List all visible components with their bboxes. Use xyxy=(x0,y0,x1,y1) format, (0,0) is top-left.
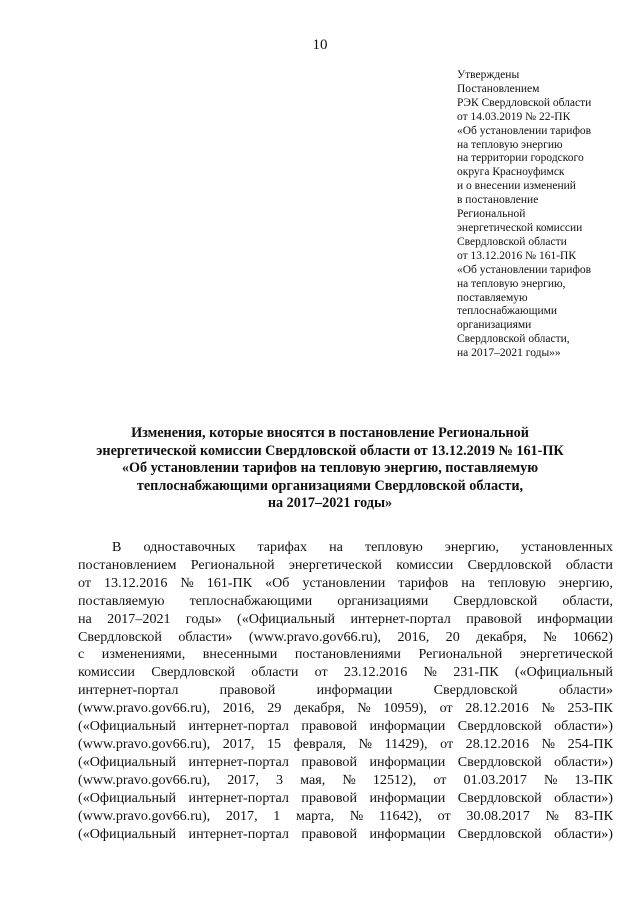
body-word: на xyxy=(461,574,475,591)
body-word: Свердловской xyxy=(467,556,552,573)
body-line xyxy=(78,629,613,647)
body-word: Свердловской xyxy=(457,789,542,806)
body-word: области, xyxy=(562,592,613,609)
body-word: от xyxy=(440,735,454,752)
body-word: интернет-портал xyxy=(78,682,179,699)
body-word: 3 xyxy=(276,771,284,788)
body-word: организациями xyxy=(337,592,429,609)
body-word: комиссии xyxy=(78,664,135,681)
title-line: Изменения, которые вносятся в постановление Региональной xyxy=(131,425,529,441)
body-line xyxy=(78,772,613,790)
body-word: на xyxy=(78,610,92,627)
body-word: правовой xyxy=(219,682,276,699)
body-word: № xyxy=(545,807,559,824)
body-line xyxy=(78,575,613,593)
body-word: 254-ПК xyxy=(567,735,613,752)
body-word: 20 xyxy=(445,628,460,645)
approval-line: от 14.03.2019 № 22-ПК xyxy=(457,110,571,123)
body-word: постановлением xyxy=(78,556,177,573)
body-line xyxy=(78,682,613,700)
body-word: правовой xyxy=(301,718,358,735)
body-word: тепловую xyxy=(487,574,546,591)
approval-line: «Об установлении тарифов xyxy=(457,124,592,137)
body-line xyxy=(78,611,613,629)
body-word: комиссии xyxy=(396,556,454,573)
body-word: информации xyxy=(369,789,446,806)
body-word: интернет-портал xyxy=(188,789,289,806)
body-word: информации xyxy=(369,825,446,842)
body-word: информации xyxy=(369,718,446,735)
body-word: № xyxy=(357,700,371,717)
approval-line: энергетической комиссии xyxy=(457,221,583,234)
body-word: информации xyxy=(369,753,446,770)
body-word: (www.pravo.gov66.ru), xyxy=(78,807,211,824)
body-word: декабря, xyxy=(294,700,345,717)
body-word: 83-ПК xyxy=(574,807,613,824)
body-word: правовой xyxy=(301,753,358,770)
body-word: 28.12.2016 xyxy=(465,735,530,752)
body-word: области» xyxy=(178,628,233,645)
body-word: на xyxy=(329,539,343,555)
body-word: установлении xyxy=(302,574,386,591)
body-word: («Официальный xyxy=(78,753,177,770)
body-word: («Официальный xyxy=(78,825,177,842)
body-word: № xyxy=(349,807,364,824)
approval-line: «Об установлении тарифов xyxy=(457,263,592,276)
body-line xyxy=(78,736,613,754)
approval-line: организациями xyxy=(457,319,532,332)
body-word: энергетической xyxy=(519,646,613,663)
approval-line: Утверждены xyxy=(457,69,520,81)
body-word: Свердловской xyxy=(457,753,542,770)
body-word: 253-ПК xyxy=(567,700,613,717)
body-word: установленных xyxy=(521,539,613,555)
body-word: от xyxy=(439,700,453,717)
body-word: тарифах xyxy=(257,539,308,555)
approval-line: Свердловской области, xyxy=(457,333,570,346)
approval-line: на 2017–2021 годы»» xyxy=(457,347,561,360)
approval-line: и о внесении изменений xyxy=(457,180,576,193)
body-word: 2016, xyxy=(222,700,255,717)
body-word: № xyxy=(423,664,437,681)
body-word: интернет-портал xyxy=(188,753,289,770)
body-word: области») xyxy=(554,718,613,735)
body-paragraph xyxy=(78,539,613,843)
body-word: («Официальный xyxy=(78,718,177,735)
body-word: № xyxy=(342,771,356,788)
approval-line: поставляемую xyxy=(457,291,528,304)
body-word: мая, xyxy=(300,771,326,788)
body-word: от xyxy=(314,664,328,681)
approval-line: от 13.12.2016 № 161-ПК xyxy=(457,249,577,262)
body-word: (www.pravo.gov66.ru), xyxy=(78,735,211,752)
approval-line: Свердловской области xyxy=(457,235,567,248)
body-word: 28.12.2016 xyxy=(465,700,529,717)
approval-line: на территории городского xyxy=(457,152,584,165)
body-word: от xyxy=(78,574,92,591)
body-line xyxy=(78,754,613,772)
body-word: Свердловской xyxy=(453,592,538,609)
body-word: энергию, xyxy=(444,539,500,555)
approval-line: Постановлением xyxy=(457,82,540,95)
body-word: Региональной xyxy=(418,646,503,663)
body-word: 11642), xyxy=(378,807,422,824)
body-word: 2016, xyxy=(397,628,430,645)
body-word: 30.08.2017 xyxy=(466,807,530,824)
body-line xyxy=(78,718,613,736)
body-word: «Об xyxy=(265,574,290,591)
body-word: информации xyxy=(316,682,393,699)
body-word: (www.pravo.gov66.ru), xyxy=(248,628,382,645)
body-word: от xyxy=(437,807,451,824)
body-word: одноставочных xyxy=(143,539,236,555)
body-word: 15 xyxy=(266,735,282,752)
body-word: 12512), xyxy=(372,771,417,788)
body-word: интернет-портал xyxy=(188,825,289,842)
body-word: 2017–2021 xyxy=(107,610,171,627)
approval-line: на тепловую энергию, xyxy=(457,277,566,290)
body-word: от xyxy=(433,771,447,788)
body-word: 01.03.2017 xyxy=(463,771,527,788)
body-word: (www.pravo.gov66.ru), xyxy=(78,771,211,788)
body-word: информации xyxy=(537,610,613,627)
body-word: № xyxy=(541,700,555,717)
body-word: Свердловской xyxy=(151,664,236,681)
body-word: марта, xyxy=(296,807,335,824)
body-word: («Официальный xyxy=(514,664,613,681)
body-line xyxy=(78,664,613,682)
body-word: тарифов xyxy=(398,574,449,591)
body-word: 2017, xyxy=(225,807,258,824)
body-word: № xyxy=(544,771,558,788)
body-word: 29 xyxy=(267,700,282,717)
body-line xyxy=(78,700,613,718)
body-word: 13.12.2016 xyxy=(103,574,168,591)
body-word: 23.12.2016 xyxy=(343,664,408,681)
body-word: февраля, xyxy=(293,735,347,752)
body-word: № xyxy=(541,735,556,752)
title-line: на 2017–2021 годы» xyxy=(267,495,393,511)
body-word: постановлениями xyxy=(294,646,401,663)
body-word: области») xyxy=(554,789,613,806)
approval-line: теплоснабжающими xyxy=(457,305,558,318)
approval-line: в постановление xyxy=(457,194,539,207)
body-word: (www.pravo.gov66.ru), xyxy=(78,700,211,717)
body-line xyxy=(78,539,613,557)
body-line xyxy=(78,593,613,611)
body-line xyxy=(78,826,613,844)
approval-line: Региональной xyxy=(457,208,526,221)
body-line xyxy=(78,808,613,826)
approval-block xyxy=(457,69,632,361)
body-word: энергетической xyxy=(288,556,382,573)
body-word: области») xyxy=(554,825,613,842)
body-word: тепловую xyxy=(364,539,423,555)
body-word: Свердловской xyxy=(433,682,518,699)
body-word: 11429), xyxy=(384,735,428,752)
title-line: энергетической комиссии Свердловской области от 13.12.2019 № 161-ПК xyxy=(96,442,564,459)
body-word: области xyxy=(251,664,299,681)
body-word: правовой xyxy=(466,610,522,627)
body-line xyxy=(78,646,613,664)
body-word: теплоснабжающими xyxy=(189,592,313,609)
body-word: поставляемую xyxy=(78,592,165,609)
body-word: годы» xyxy=(185,610,222,627)
document-title xyxy=(60,425,600,513)
body-word: 2017, xyxy=(227,771,259,788)
body-word: № xyxy=(180,574,194,591)
body-word: энергию, xyxy=(558,574,613,591)
body-word: Свердловской xyxy=(457,718,542,735)
body-word: № xyxy=(358,735,373,752)
body-word: 13-ПК xyxy=(574,771,613,788)
body-word: декабря, xyxy=(476,628,527,645)
body-word: № xyxy=(543,628,557,645)
body-word: области xyxy=(565,556,613,573)
body-line xyxy=(78,790,613,808)
body-word: интернет-портал xyxy=(188,718,289,735)
body-word: Свердловской xyxy=(457,825,542,842)
body-line xyxy=(78,557,613,575)
body-word: области») xyxy=(554,753,613,770)
body-word: изменениями, xyxy=(101,646,186,663)
body-word: области» xyxy=(558,682,613,699)
approval-line: на тепловую энергию xyxy=(457,138,563,151)
body-word: 231-ПК xyxy=(453,664,499,681)
body-word: («Официальный xyxy=(78,789,177,806)
body-word: Свердловской xyxy=(78,628,162,645)
page-number: 10 xyxy=(312,37,328,53)
body-word: 1 xyxy=(273,807,281,824)
title-line: «Об установлении тарифов на тепловую энергию, поставляемую xyxy=(121,460,539,476)
approval-line: РЭК Свердловской области xyxy=(457,96,592,109)
body-word: 10959), xyxy=(383,700,427,717)
body-word: правовой xyxy=(301,789,358,806)
body-word: внесенными xyxy=(202,646,278,663)
body-word: 2017, xyxy=(222,735,255,752)
body-word: интернет-портал xyxy=(350,610,451,627)
title-line: теплоснабжающими организациями Свердловской области, xyxy=(136,477,524,494)
body-word: с xyxy=(78,646,85,663)
body-word: В xyxy=(112,539,122,555)
approval-line: округа Красноуфимск xyxy=(457,166,565,179)
body-word: («Официальный xyxy=(237,610,336,627)
body-word: правовой xyxy=(301,825,358,842)
body-word: Региональной xyxy=(190,556,275,573)
body-word: 10662) xyxy=(573,628,613,645)
body-word: 161-ПК xyxy=(206,574,253,591)
